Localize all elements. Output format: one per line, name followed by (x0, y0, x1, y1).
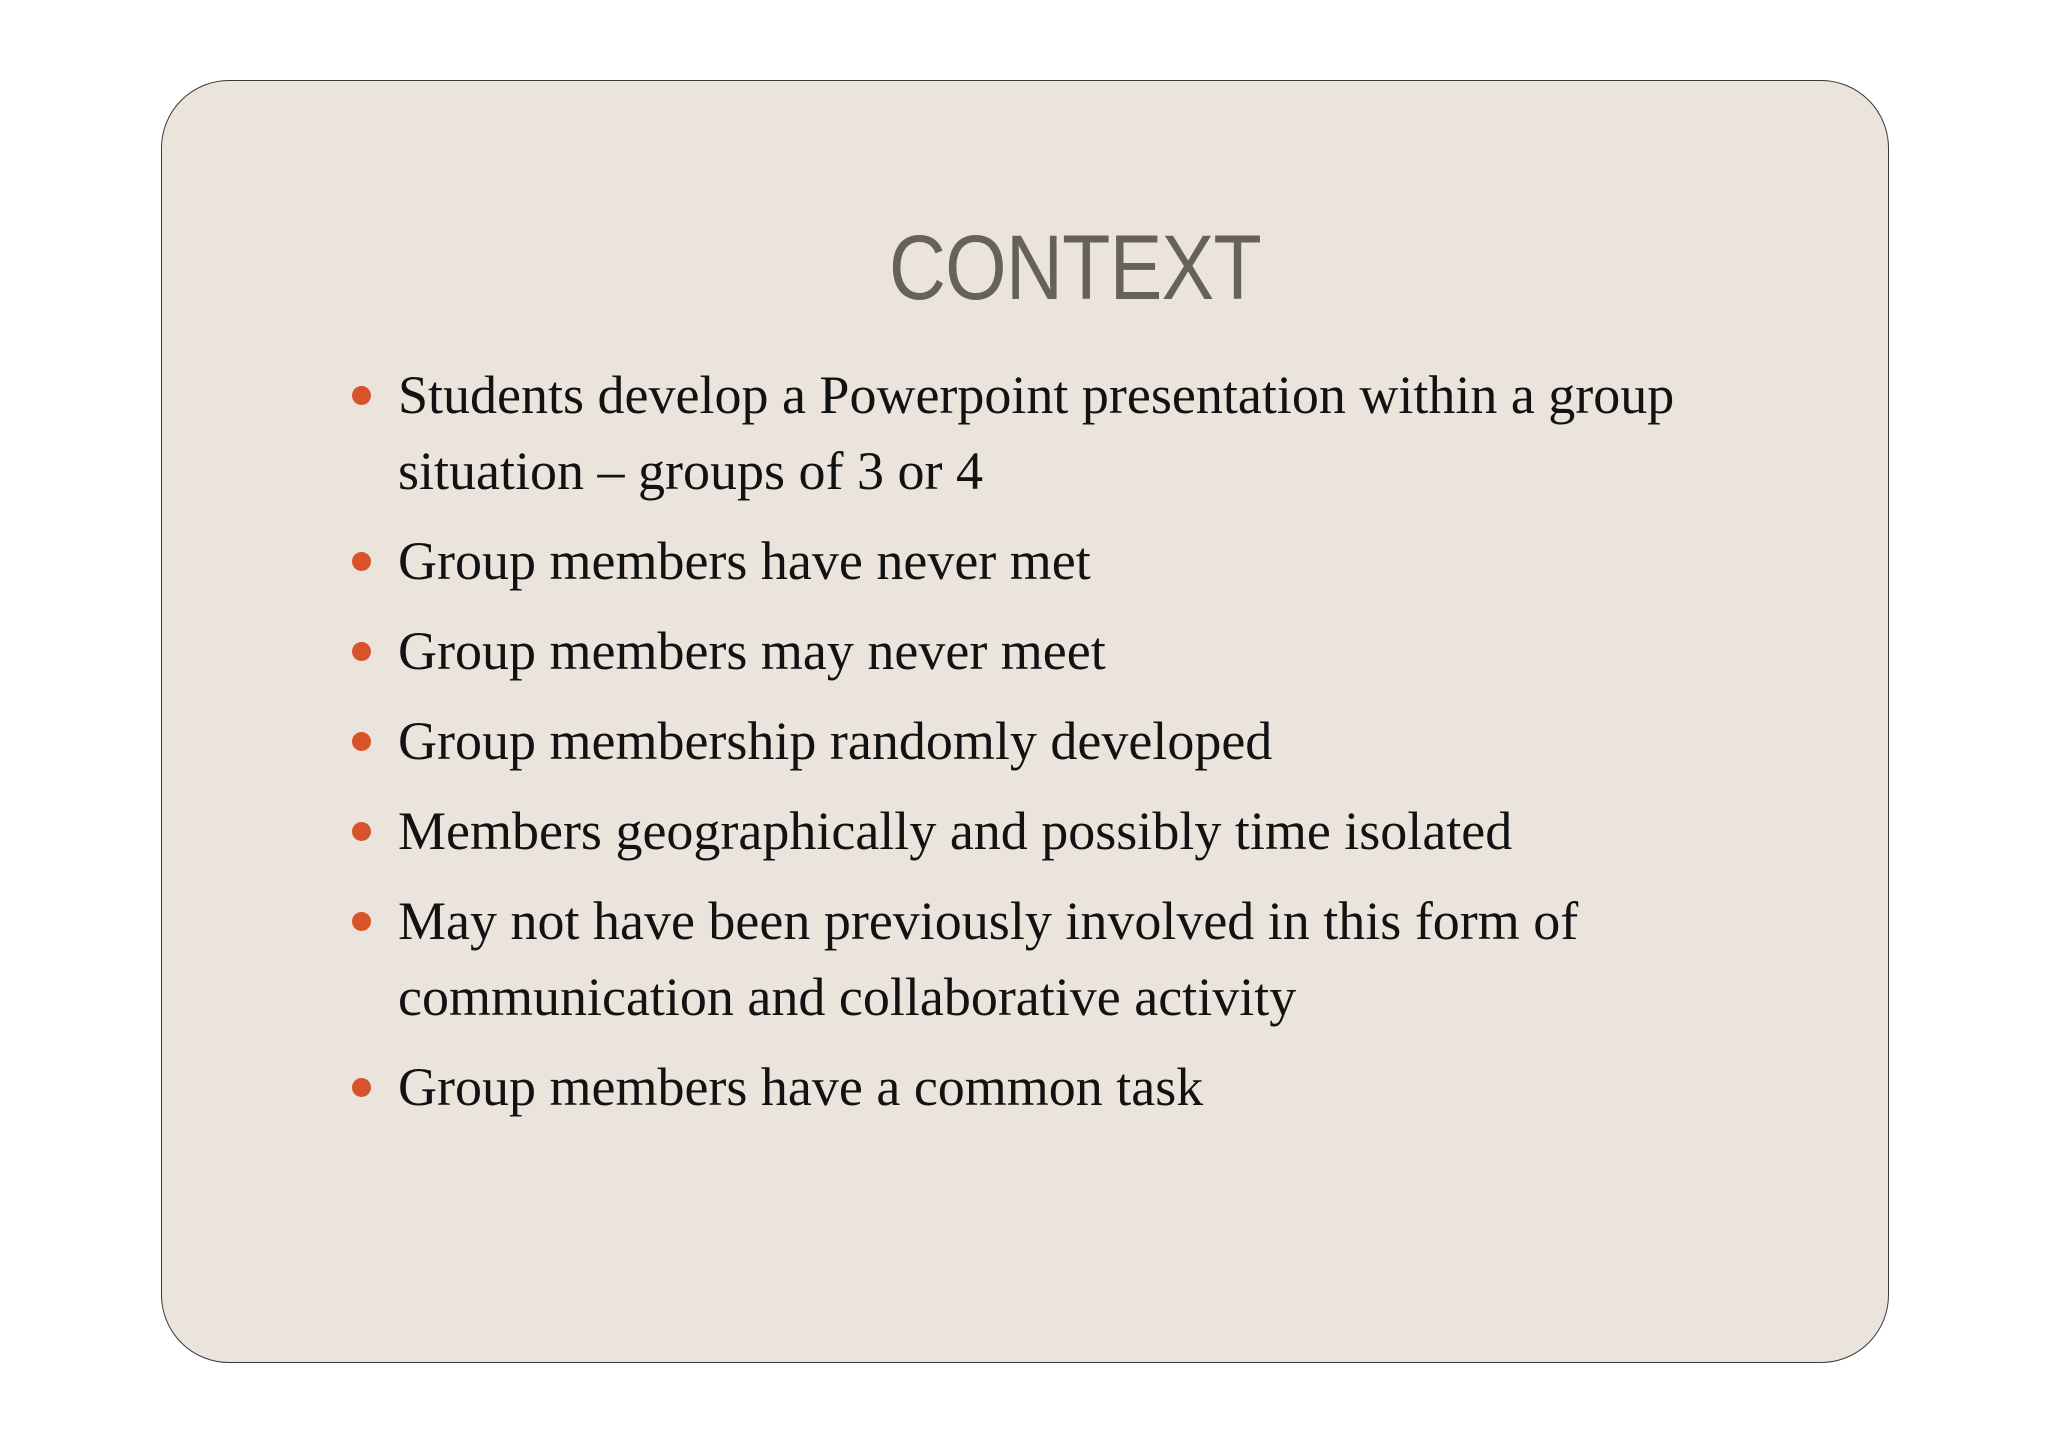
bullet-dot-icon (352, 386, 371, 405)
bullet-item (342, 357, 1782, 509)
bullet-item (342, 793, 1782, 869)
bullet-item (342, 1049, 1782, 1125)
bullet-dot-icon (352, 552, 371, 571)
bullet-dot-icon (352, 1078, 371, 1097)
bullet-item (342, 703, 1782, 779)
bullet-item (342, 883, 1782, 1035)
bullet-text: Members geographically and possibly time isolated (398, 801, 1513, 861)
bullet-item (342, 613, 1782, 689)
bullet-text: Group membership randomly developed (398, 711, 1273, 771)
bullet-item (342, 523, 1782, 599)
bullet-text: Group members have a common task (398, 1057, 1204, 1117)
bullet-text: Students develop a Powerpoint presentation within a group situation – groups of 3 or 4 (398, 365, 1675, 501)
bullet-list (342, 357, 1782, 1139)
bullet-text: Group members may never meet (398, 621, 1106, 681)
bullet-dot-icon (352, 642, 371, 661)
bullet-dot-icon (352, 912, 371, 931)
slide-title: CONTEXT (888, 217, 1261, 319)
bullet-dot-icon (352, 822, 371, 841)
bullet-text: May not have been previously involved in this form of communication and collaborative activity (398, 891, 1579, 1027)
bullet-dot-icon (352, 732, 371, 751)
bullet-text: Group members have never met (398, 531, 1091, 591)
slide-panel (161, 80, 1889, 1363)
